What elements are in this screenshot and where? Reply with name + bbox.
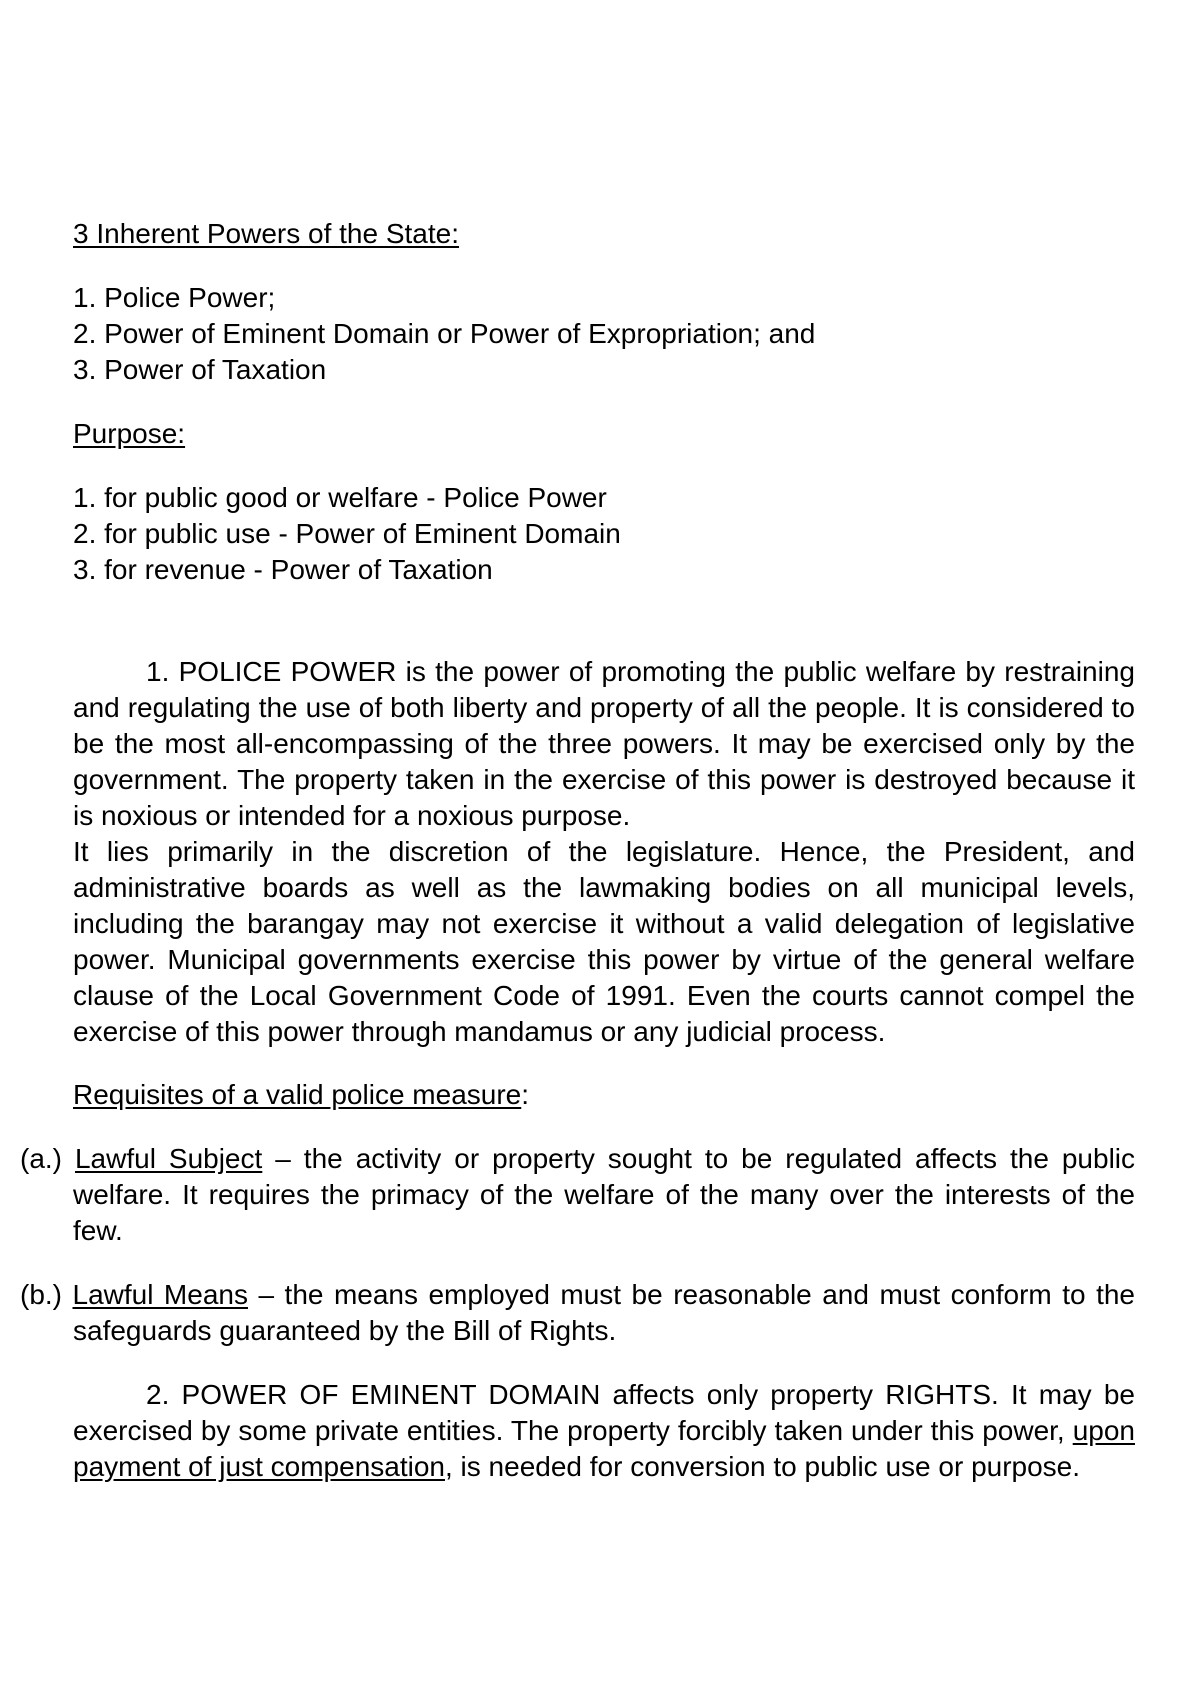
requisite-marker: (b.) [20,1279,62,1310]
requisite-item-b [20,1277,1135,1349]
requisite-item-a [20,1141,1135,1249]
requisites-heading-colon: : [521,1079,530,1110]
requisite-term: Lawful Subject [74,1143,263,1174]
powers-heading: 3 Inherent Powers of the State: [73,218,460,249]
list-item: 3. for revenue - Power of Taxation [73,554,493,585]
police-power-paragraph: 1. POLICE POWER is the power of promoting the public welfare by restraining and regulating the use of both liberty and property of all the people. It is considered to be the most all-encompassing of the three powers. It may be exercised only by the government. The property taken in the exercise of this power is destroyed because it is noxious or intended for a noxious purpose. [73,656,1135,831]
list-item: 2. Power of Eminent Domain or Power of Expropriation; and [73,318,816,349]
eminent-domain-text-after: , is needed for conversion to public use or purpose. [444,1451,1081,1482]
requisite-text: – the activity or property sought to be regulated affects the public welfare. It requires the primacy of the welfare of the many over the interests of the few. [73,1143,1136,1246]
list-item: 1. for public good or welfare - Police Power [73,482,607,513]
list-item: 1. Police Power; [73,282,276,313]
requisites-heading [73,1077,1135,1113]
requisites-heading-text: Requisites of a valid police measure [73,1079,522,1110]
purpose-heading: Purpose: [73,418,186,449]
eminent-domain-text-before: 2. POWER OF EMINENT DOMAIN affects only property RIGHTS. It may be exercised by some private entities. The property forcibly taken under this power, [73,1379,1135,1446]
list-item: 2. for public use - Power of Eminent Domain [73,518,621,549]
list-item: 3. Power of Taxation [73,354,327,385]
police-power-paragraph-2: It lies primarily in the discretion of the legislature. Hence, the President, and administrative boards as well as the lawmaking bodies on all municipal levels, including the barangay may not exercise it without a valid delegation of legislative power. Municipal governments exercise this power by virtue of the general welfare clause of the Local Government Code of 1991. Even the courts cannot compel the exercise of this power through mandamus or any judicial process. [73,836,1135,1047]
purpose-list [73,480,1135,588]
eminent-domain-paragraph [73,1377,1135,1485]
requisite-term: Lawful Means [72,1279,248,1310]
document-body [20,216,1136,1485]
requisite-marker: (a.) [20,1143,62,1174]
requisite-text: – the means employed must be reasonable and must conform to the safeguards guaranteed by the Bill of Rights. [73,1279,1136,1346]
eminent-domain-underlined: upon payment of just compensation [73,1415,1135,1482]
powers-list [73,280,1135,388]
